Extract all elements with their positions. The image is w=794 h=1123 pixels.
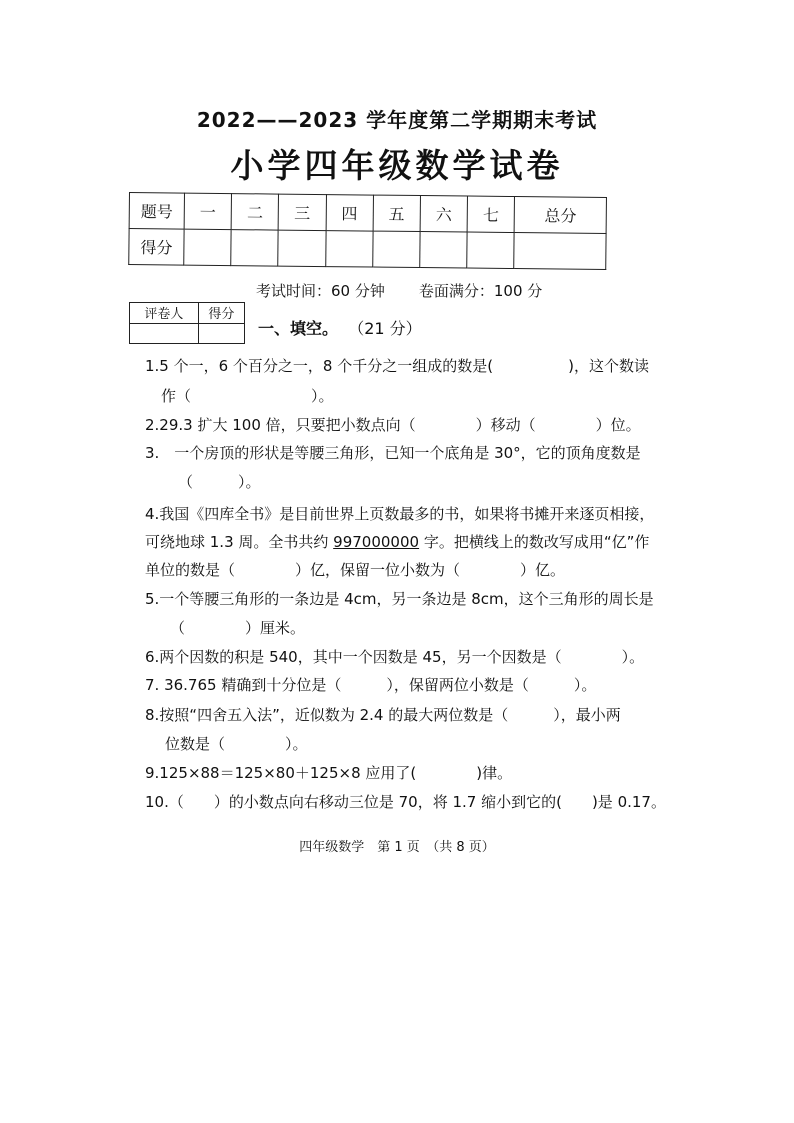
score-input-cell[interactable] — [467, 232, 515, 268]
grader-label: 评卷人 — [130, 303, 199, 324]
score-table-score-row — [129, 229, 606, 270]
exam-time: 考试时间：60 分钟 — [256, 282, 385, 300]
score-table-cell: 题号 — [129, 193, 184, 230]
score-table — [128, 192, 607, 270]
question-4-line-3: 单位的数是（ ）亿，保留一位小数为（ ）亿。 — [145, 561, 566, 579]
score-table-cell: 五 — [373, 195, 421, 231]
score-table-cell: 六 — [420, 196, 468, 232]
score-table-header-row — [129, 193, 606, 234]
question-3-line-1: 3. 一个房顶的形状是等腰三角形，已知一个底角是 30°，它的顶角度数是 — [145, 444, 641, 462]
score-row-label: 得分 — [129, 229, 184, 266]
score-input-cell[interactable] — [372, 231, 420, 267]
grader-score-cell[interactable] — [198, 323, 244, 344]
exam-title: 2022——2023 学年度第二学期期末考试 — [196, 108, 598, 132]
score-input-cell[interactable] — [231, 230, 279, 266]
exam-full-score: 卷面满分：100 分 — [418, 282, 543, 300]
score-table-cell: 一 — [184, 193, 232, 229]
question-1-line-1: 1.5 个一，6 个百分之一，8 个千分之一组成的数是( )，这个数读 — [145, 357, 649, 375]
score-input-cell[interactable] — [325, 231, 373, 267]
grader-score-label: 得分 — [198, 303, 244, 324]
question-4-underlined-number: 997000000 — [333, 533, 420, 551]
exam-info — [256, 280, 542, 301]
question-5-line-2: （ ）厘米。 — [170, 619, 306, 637]
question-7: 7. 36.765 精确到十分位是（ ），保留两位小数是（ ）。 — [145, 676, 597, 694]
question-6: 6.两个因数的积是 540，其中一个因数是 45，另一个因数是（ ）。 — [145, 648, 645, 666]
question-5-line-1: 5.一个等腰三角形的一条边是 4cm，另一条边是 8cm，这个三角形的周长是 — [145, 590, 654, 608]
grader-box — [129, 302, 245, 344]
score-input-cell[interactable] — [420, 232, 468, 268]
question-2: 2.29.3 扩大 100 倍，只要把小数点向（ ）移动（ ）位。 — [145, 416, 641, 434]
question-4-text-a: 可绕地球 1.3 周。全书共约 — [145, 533, 334, 551]
question-9: 9.125×88＝125×80＋125×8 应用了( )律。 — [145, 764, 513, 782]
score-table-cell: 三 — [278, 194, 326, 230]
paper-title: 小学四年级数学试卷 — [230, 146, 564, 185]
section-title — [258, 316, 422, 339]
question-1-line-2: 作（ ）。 — [161, 387, 334, 405]
score-input-cell[interactable] — [514, 233, 606, 270]
score-input-cell[interactable] — [278, 230, 326, 266]
score-table-cell: 四 — [326, 195, 374, 231]
grader-name-cell[interactable] — [130, 323, 199, 344]
question-4-line-1: 4.我国《四库全书》是目前世界上页数最多的书，如果将书摊开来逐页相接， — [145, 505, 655, 523]
section-points: （21 分） — [348, 319, 422, 338]
score-table-cell: 七 — [467, 196, 515, 232]
question-8-line-2: 位数是（ ）。 — [165, 735, 308, 753]
section-heading: 一、填空。 — [258, 319, 339, 338]
score-input-cell[interactable] — [184, 229, 232, 265]
score-table-cell: 总分 — [514, 197, 606, 234]
question-3-line-2: （ ）。 — [178, 473, 261, 491]
score-table-cell: 二 — [231, 194, 279, 230]
page-footer: 四年级数学 第 1 页 （共 8 页） — [299, 840, 495, 855]
question-4-text-b: 字。把横线上的数改写成用“亿”作 — [419, 533, 650, 551]
question-4-line-2 — [145, 532, 649, 552]
question-10: 10.（ ）的小数点向右移动三位是 70，将 1.7 缩小到它的( )是 0.17。 — [145, 793, 666, 811]
question-8-line-1: 8.按照“四舍五入法”，近似数为 2.4 的最大两位数是（ ），最小两 — [145, 706, 621, 724]
